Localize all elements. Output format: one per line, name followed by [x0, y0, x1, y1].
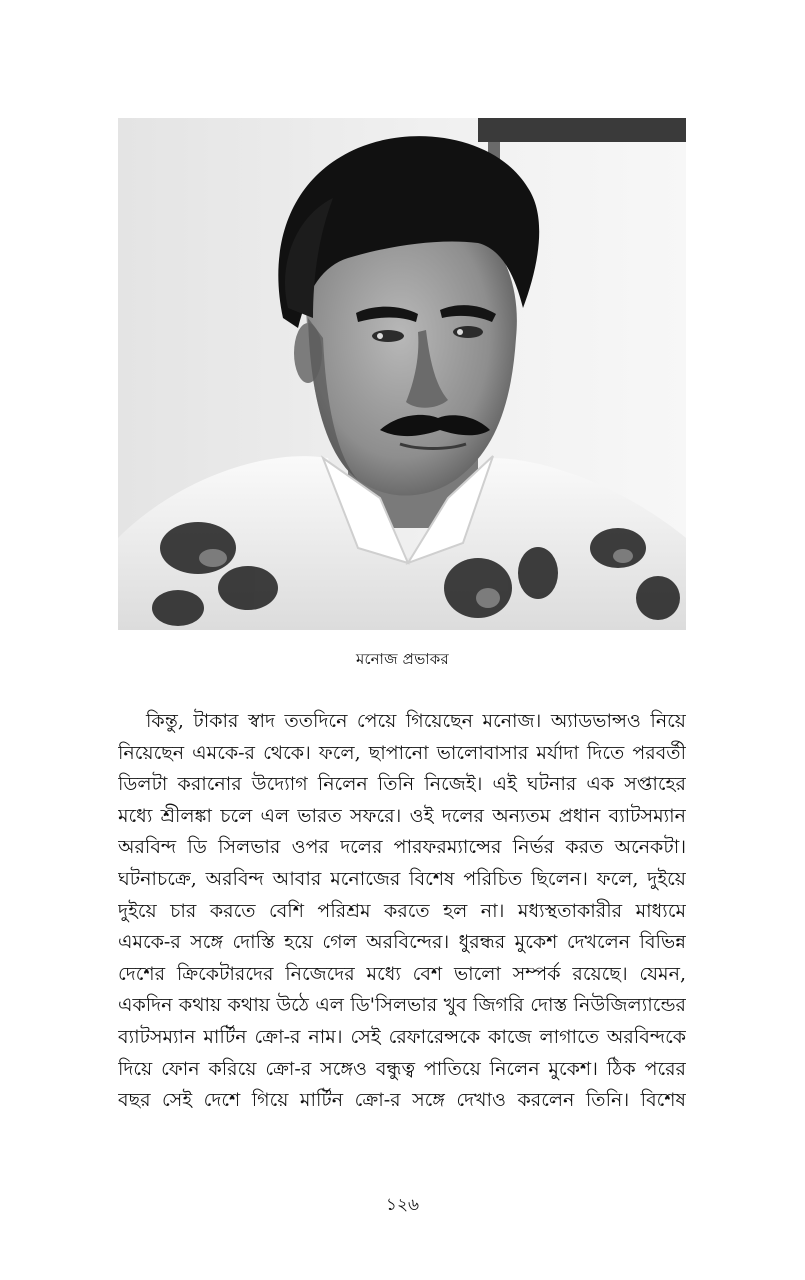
portrait-illustration	[118, 118, 686, 630]
text-line: দুইয়ে চার করতে বেশি পরিশ্রম করতে হল না। মধ্যস্থতাকারীর মাধ্যমে	[118, 899, 686, 922]
text-line: বছর সেই দেশে গিয়ে মার্টিন ক্রো-র সঙ্গে দেখাও করলেন তিনি। বিশেষ	[118, 1089, 686, 1112]
text-line: ব্যাটসম্যান মার্টিন ক্রো-র নাম। সেই রেফারেন্সকে কাজে লাগাতে অরবিন্দকে	[118, 1025, 686, 1048]
text-line: এমকে-র সঙ্গে দোস্তি হয়ে গেল অরবিন্দের। ধুরন্ধর মুকেশ দেখলেন বিভিন্ন	[118, 931, 686, 954]
text-line: মধ্যে শ্রীলঙ্কা চলে এল ভারত সফরে। ওই দলের অন্যতম প্রধান ব্যাটসম্যান	[118, 804, 686, 827]
body-paragraph	[118, 706, 686, 1117]
text-line: নিয়েছেন এমকে-র থেকে। ফলে, ছাপানো ভালোবাসার মর্যাদা দিতে পরবর্তী	[118, 741, 686, 764]
photo-caption: মনোজ প্রভাকর	[356, 650, 449, 668]
portrait-photo	[118, 118, 686, 630]
text-line: একদিন কথায় কথায় উঠে এল ডি'সিলভার খুব জিগরি দোস্ত নিউজিল্যান্ডের	[118, 994, 686, 1017]
text-line: ঘটনাচক্রে, অরবিন্দ আবার মনোজের বিশেষ পরিচিত ছিলেন। ফলে, দুইয়ে	[118, 867, 686, 890]
page-number: ১২৬	[385, 1195, 420, 1215]
text-line: কিন্তু, টাকার স্বাদ ততদিনে পেয়ে গিয়েছেন মনোজ। অ্যাডভান্সও নিয়ে	[146, 710, 686, 732]
text-line: অরবিন্দ ডি সিলভার ওপর দলের পারফরম্যান্সের নির্ভর করত অনেকটা।	[118, 836, 686, 859]
text-line: ডিলটা করানোর উদ্যোগ নিলেন তিনি নিজেই। এই ঘটনার এক সপ্তাহের	[118, 773, 686, 796]
text-line: দেশের ক্রিকেটারদের নিজেদের মধ্যে বেশ ভালো সম্পর্ক রয়েছে। যেমন,	[118, 962, 686, 985]
text-line: দিয়ে ফোন করিয়ে ক্রো-র সঙ্গেও বন্ধুত্ব পাতিয়ে নিলেন মুকেশ। ঠিক পরের	[118, 1057, 686, 1080]
